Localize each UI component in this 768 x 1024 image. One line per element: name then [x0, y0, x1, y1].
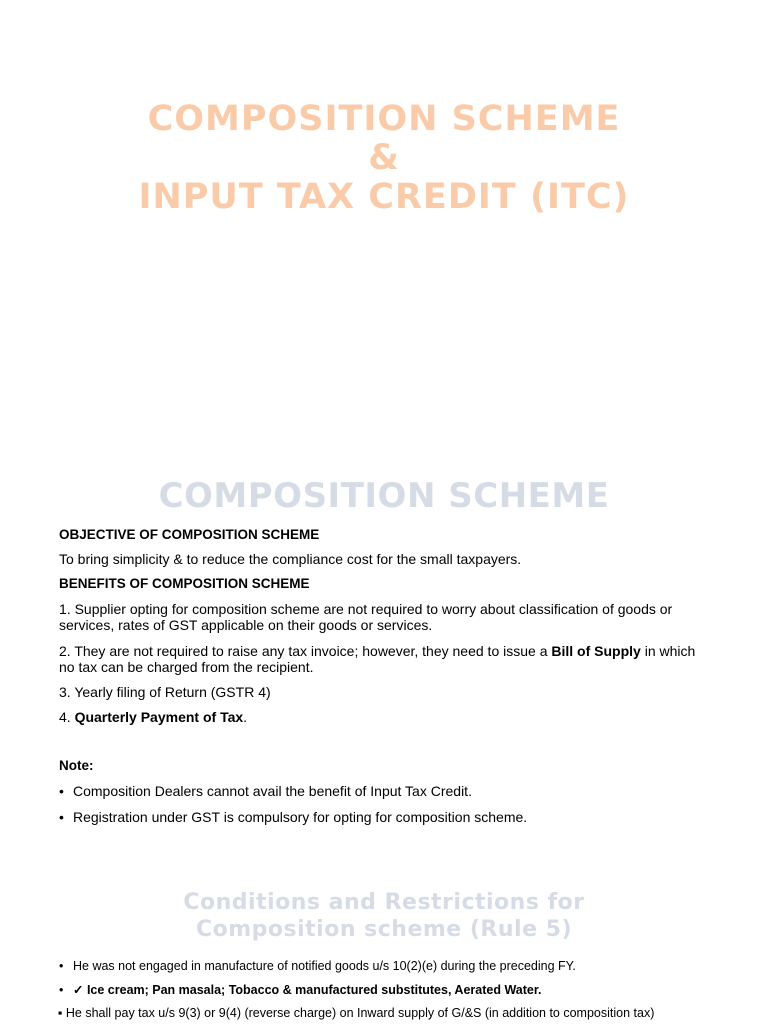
condition-item-2-text: ✓ Ice cream; Pan masala; Tobacco & manufactured substitutes, Aerated Water.: [73, 983, 542, 997]
benefit-2-post: in which: [640, 643, 696, 659]
conditions-title-line2: Composition scheme (Rule 5): [195, 917, 573, 942]
note-bullet-2: [59, 809, 739, 825]
condition-item-2: [59, 982, 739, 998]
cover-title-line2: &: [368, 138, 400, 178]
bullet-icon: •: [59, 959, 64, 973]
condition-item-1: [59, 958, 739, 974]
note-heading: Note:: [59, 758, 94, 773]
objective-heading: OBJECTIVE OF COMPOSITION SCHEME: [59, 527, 320, 542]
objective-text: To bring simplicity & to reduce the compliance cost for the small taxpayers.: [59, 551, 522, 567]
benefit-2-line1: [59, 643, 719, 659]
conditions-title: [0, 889, 768, 943]
note-bullet-1-text: Composition Dealers cannot avail the benefit of Input Tax Credit.: [73, 783, 472, 799]
section-title: COMPOSITION SCHEME: [158, 476, 610, 516]
cover-title-line3: INPUT TAX CREDIT (ITC): [138, 177, 630, 217]
cover-title: [0, 100, 768, 217]
benefit-4: [59, 709, 719, 725]
conditions-title-line1: Conditions and Restrictions for: [183, 890, 585, 915]
condition-item-1-text: He was not engaged in manufacture of notified goods u/s 10(2)(e) during the preceding FY.: [73, 959, 576, 973]
cover-title-line1: COMPOSITION SCHEME: [147, 99, 621, 139]
benefit-2: [59, 643, 719, 675]
note-bullet-2-text: Registration under GST is compulsory for opting for composition scheme.: [73, 809, 528, 825]
benefit-2-line2: no tax can be charged from the recipient.: [59, 659, 314, 675]
benefit-1-line2: services, rates of GST applicable on their goods or services.: [59, 617, 433, 633]
bill-of-supply: Bill of Supply: [551, 643, 641, 659]
benefit-1: [59, 601, 719, 633]
bullet-icon: •: [59, 809, 64, 825]
bullet-icon: •: [59, 783, 64, 799]
benefit-2-pre: 2. They are not required to raise any tax invoice; however, they need to issue a: [59, 643, 552, 659]
condition-item-3: ▪ He shall pay tax u/s 9(3) or 9(4) (reverse charge) on Inward supply of G/&S (in addition to composition tax): [58, 1006, 655, 1020]
benefit-4-pre: 4.: [59, 709, 75, 725]
note-bullet-1: [59, 783, 739, 799]
bullet-icon: •: [59, 983, 64, 997]
benefits-heading: BENEFITS OF COMPOSITION SCHEME: [59, 576, 310, 591]
benefit-1-line1: 1. Supplier opting for composition scheme are not required to worry about classification of goods or: [59, 601, 673, 617]
quarterly-payment: Quarterly Payment of Tax: [74, 709, 244, 725]
benefit-4-post: .: [243, 709, 248, 725]
benefit-3: 3. Yearly filing of Return (GSTR 4): [59, 684, 271, 700]
